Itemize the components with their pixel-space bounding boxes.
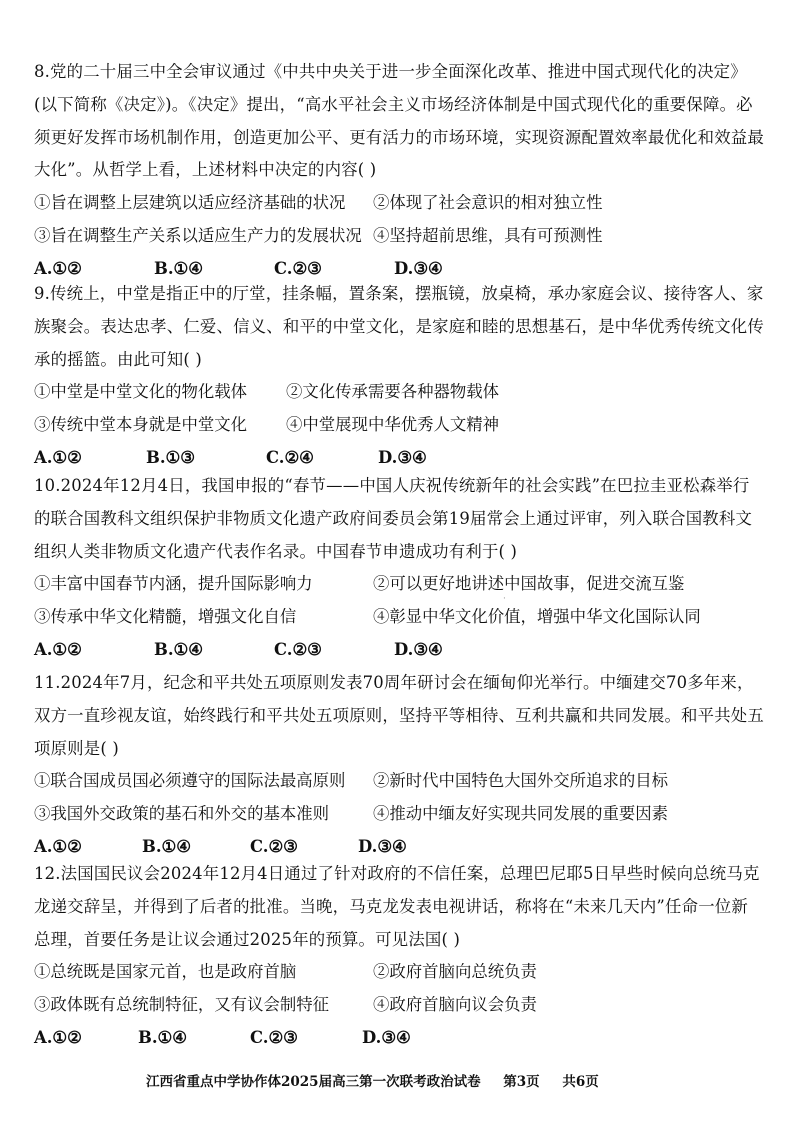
exam-title: 江西省重点中学协作体2025届高三第一次联考政治试卷 [146,1074,481,1090]
question-stem: 12.法国国民议会2024年12月4日通过了针对政府的不信任案，总理巴尼耶5日早些时候向总统马克龙递交辞呈，并得到了后者的批准。当晚，马克龙发表电视讲话，称将在“未来几天内”任命一位新总理，首要任务是让议会通过2025年的预算。可见法国( ) [34,864,760,949]
answer-a: A.①② [34,1027,82,1047]
option-1: ①丰富中国春节内涵，提升国际影响力 [34,574,313,594]
option-2: ②新时代中国特色大国外交所追求的目标 [373,771,669,791]
page-total: 共6页 [562,1074,599,1090]
options-row [34,409,764,442]
options-row [34,798,764,831]
options-row [34,568,764,601]
answer-a: A.①② [34,639,82,659]
answer-c: C.②④ [266,447,314,467]
option-4: ④推动中缅友好实现共同发展的重要因素 [373,804,669,824]
question-stem: 8.党的二十届三中全会审议通过《中共中央关于进一步全面深化改革、推进中国式现代化的决定》(以下简称《决定》)。《决定》提出，“高水平社会主义市场经济体制是中国式现代化的重要保障。必须更好发挥市场机制作用，创造更加公平、更有活力的市场环境，实现资源配置效率最优化和效益最大化”。从哲学上看，上述材料中决定的内容( ) [34,62,764,180]
answer-a: A.①② [34,836,82,856]
scan-speck: · [503,594,506,604]
option-1: ①中堂是中堂文化的物化载体 [34,382,248,402]
options-row [34,601,764,634]
option-1: ①旨在调整上层建筑以适应经济基础的状况 [34,193,346,213]
answer-c: C.②③ [274,258,322,278]
option-2: ②体现了社会意识的相对独立性 [373,193,603,213]
answer-c: C.②③ [250,836,298,856]
options-row [34,220,764,253]
answer-a: A.①② [34,258,82,278]
answer-d: D.③④ [394,258,443,278]
option-4: ④彰显中华文化价值，增强中华文化国际认同 [373,607,701,627]
answer-c: C.②③ [250,1027,298,1047]
options-row [34,765,764,798]
page-footer [146,1070,617,1090]
question-11 [34,667,764,864]
answer-b: B.①④ [154,258,203,278]
question-stem: 11.2024年7月，纪念和平共处五项原则发表70周年研讨会在缅甸仰光举行。中缅建交70多年来，双方一直珍视友谊，始终践行和平共处五项原则，坚持平等相待、互利共赢和共同发展。和平共处五项原则是( ) [34,673,764,758]
option-4: ④政府首脑向议会负责 [373,995,537,1015]
answer-d: D.③④ [358,836,407,856]
options-row [34,376,764,409]
question-10 [34,470,764,667]
question-12 [34,858,764,1055]
option-3: ③旨在调整生产关系以适应生产力的发展状况 [34,225,362,245]
option-3: ③传承中华文化精髓，增强文化自信 [34,607,297,627]
answer-d: D.③④ [378,447,427,467]
option-3: ③政体既有总统制特征，又有议会制特征 [34,995,330,1015]
question-9 [34,278,764,475]
question-8 [34,56,764,286]
answer-choices [34,634,764,667]
option-2: ②政府首脑向总统负责 [373,962,537,982]
option-2: ②文化传承需要各种器物载体 [286,382,500,402]
answer-b: B.①③ [146,447,195,467]
question-stem: 9.传统上，中堂是指正中的厅堂，挂条幅，置条案，摆瓶镜，放桌椅，承办家庭会议、接待客人、家族聚会。表达忠孝、仁爱、信义、和平的中堂文化，是家庭和睦的思想基石，是中华优秀传统文化传承的摇篮。由此可知( ) [34,284,764,369]
answer-a: A.①② [34,447,82,467]
answer-b: B.①④ [154,639,203,659]
answer-choices [34,1022,764,1055]
answer-d: D.③④ [362,1027,411,1047]
option-4: ④坚持超前思维，具有可预测性 [373,225,603,245]
option-3: ③我国外交政策的基石和外交的基本准则 [34,804,330,824]
option-3: ③传统中堂本身就是中堂文化 [34,415,248,435]
options-row [34,989,764,1022]
page-number: 第3页 [503,1074,540,1090]
option-1: ①联合国成员国必须遵守的国际法最高原则 [34,771,346,791]
option-2: ②可以更好地讲述中国故事，促进交流互鉴 [373,574,685,594]
question-stem: 10.2024年12月4日，我国申报的“春节——中国人庆祝传统新年的社会实践”在巴拉圭亚松森举行的联合国教科文组织保护非物质文化遗产政府间委员会第19届常会上通过评审，列入联合国教科文组织人类非物质文化遗产代表作名录。中国春节申遗成功有利于( ) [34,476,753,561]
answer-c: C.②③ [274,639,322,659]
answer-d: D.③④ [394,639,443,659]
option-1: ①总统既是国家元首，也是政府首脑 [34,962,297,982]
options-row [34,187,764,220]
option-4: ④中堂展现中华优秀人文精神 [286,415,500,435]
answer-b: B.①④ [142,836,191,856]
options-row [34,956,764,989]
answer-b: B.①④ [138,1027,187,1047]
